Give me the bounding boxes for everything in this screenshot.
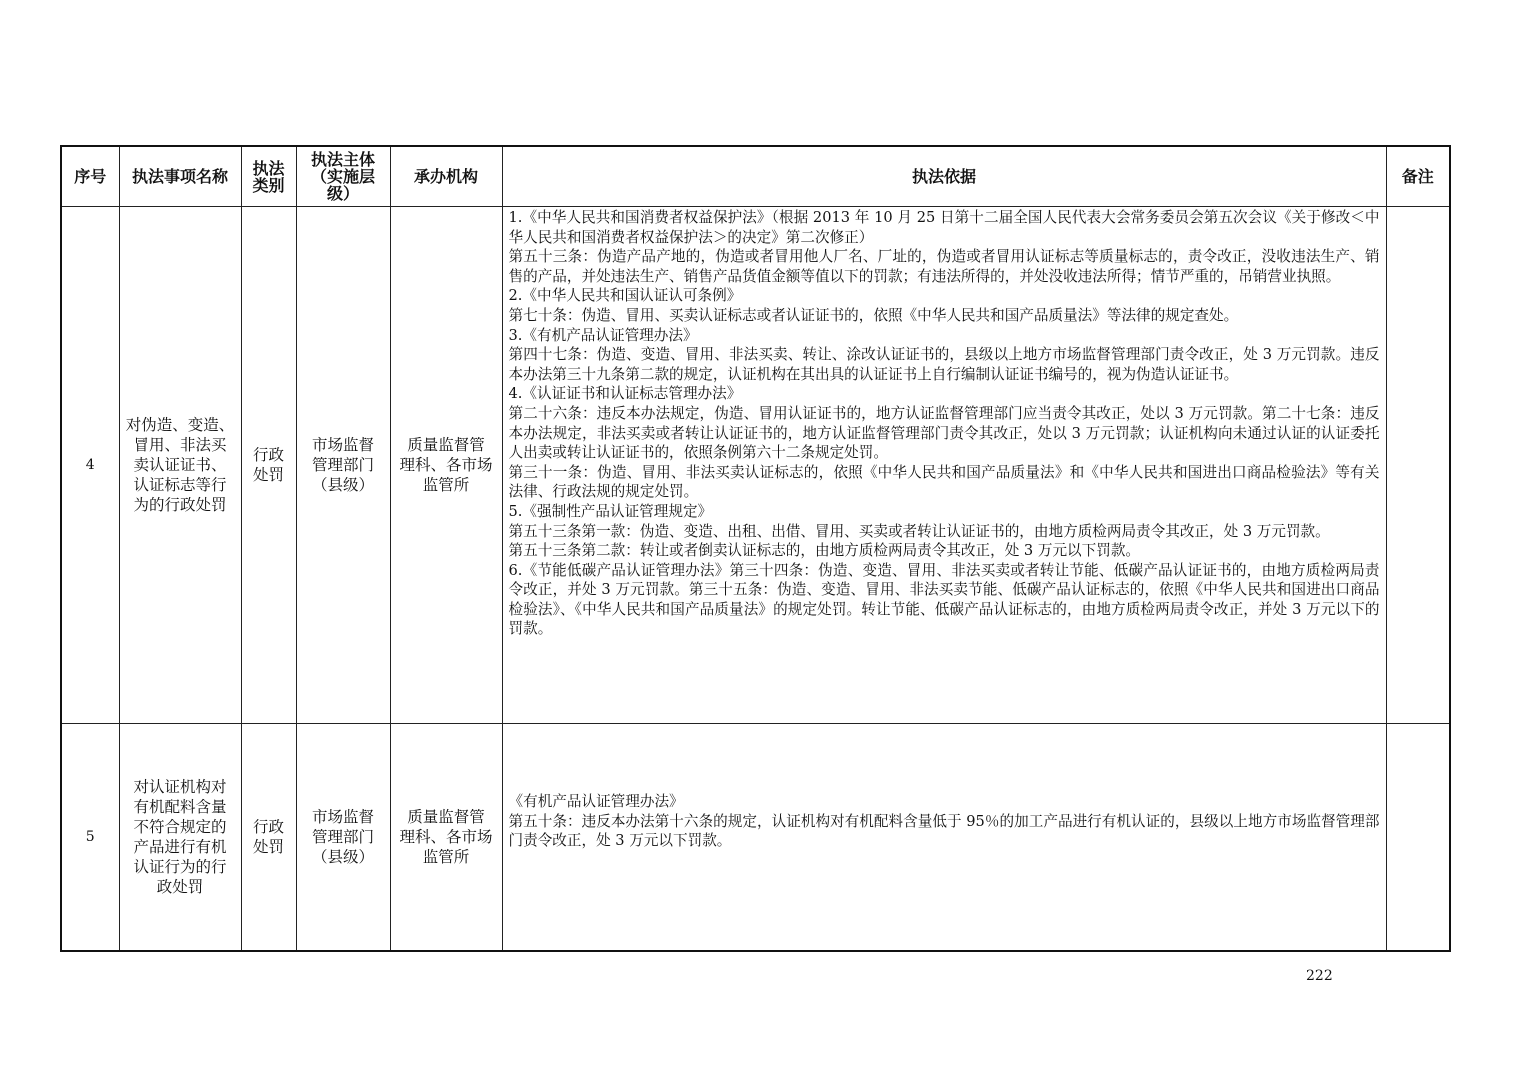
row-name-line: 冒用、非法买 — [133, 436, 227, 454]
row-name-line: 为的行政处罚 — [133, 496, 227, 514]
row-subject-line: 管理部门 — [311, 456, 374, 474]
header-agency: 承办机构 — [390, 146, 502, 207]
header-subject-line: 级） — [326, 184, 359, 203]
row-name-line: 认证行为的行 — [133, 858, 227, 876]
row-name-line: 不符合规定的 — [133, 818, 227, 836]
basis-paragraph: 5.《强制性产品认证管理规定》 — [508, 502, 713, 520]
header-basis: 执法依据 — [502, 146, 1386, 207]
table-row — [61, 207, 1450, 724]
row-seq: 4 — [61, 207, 119, 724]
page-number: 222 — [1306, 968, 1333, 984]
row-category-line: 处罚 — [252, 838, 284, 856]
header-subject — [296, 146, 390, 207]
basis-paragraph: 第五十三条：伪造产品产地的，伪造或者冒用他人厂名、厂址的，伪造或者冒用认证标志等质量标志的，责令改正，没收违法生产、销售的产品，并处违法生产、销售产品货值金额等值以下的罚款；有违法所得的，并处没收违法所得；情节严重的，吊销营业执照。 — [508, 248, 1380, 285]
basis-paragraph: 6.《节能低碳产品认证管理办法》第三十四条：伪造、变造、冒用、非法买卖或者转让节能、低碳产品认证证书的，由地方质检两局责令改正，并处 3 万元罚款。第三十五条：伪造、变造、冒用、非法买卖节能、低碳产品认证标志的，依照《中华人民共和国进出口商品检验法》、《中华人民共和国产品质量法》的规定处罚。转让节能、低碳产品认证标志的，由地方质检两局责令改正，并处 3 万元以下的罚款。 — [508, 561, 1380, 638]
header-subject-line: （实施层 — [310, 167, 375, 186]
row-agency-line: 理科、各市场 — [399, 828, 493, 846]
row-agency-line: 监管所 — [422, 848, 470, 866]
row-subject-line: 市场监督 — [311, 808, 374, 826]
row-subject — [296, 207, 390, 724]
row-subject — [296, 724, 390, 952]
table-row — [61, 724, 1450, 952]
basis-paragraph: 第七十条：伪造、冒用、买卖认证标志或者认证证书的，依照《中华人民共和国产品质量法》等法律的规定查处。 — [508, 306, 1239, 324]
row-name-line: 对伪造、变造、 — [125, 416, 235, 434]
row-subject-line: 管理部门 — [311, 828, 374, 846]
basis-paragraph: 3.《有机产品认证管理办法》 — [508, 326, 698, 344]
row-subject-line: （县级） — [311, 848, 374, 866]
basis-paragraph: 第五十条：违反本办法第十六条的规定，认证机构对有机配料含量低于 95％的加工产品进行有机认证的，县级以上地方市场监督管理部门责令改正，处 3 万元以下罚款。 — [508, 812, 1380, 850]
row-category-line: 行政 — [252, 446, 284, 464]
row-category-line: 处罚 — [252, 466, 284, 484]
row-name-line: 有机配料含量 — [133, 798, 227, 816]
row-subject-line: 市场监督 — [311, 436, 374, 454]
row-name-line: 认证标志等行 — [133, 476, 227, 494]
row-category — [241, 207, 296, 724]
header-row — [61, 146, 1450, 207]
row-category-line: 行政 — [252, 818, 284, 836]
header-name: 执法事项名称 — [119, 146, 241, 207]
header-category-line: 类别 — [252, 175, 285, 195]
row-agency-line: 监管所 — [422, 476, 470, 494]
row-subject-line: （县级） — [311, 476, 374, 494]
row-agency-line: 质量监督管 — [407, 436, 485, 454]
basis-paragraph: 4.《认证证书和认证标志管理办法》 — [508, 385, 742, 403]
row-name — [119, 724, 241, 952]
header-subject-line: 执法主体 — [310, 150, 375, 169]
row-name-line: 对认证机构对 — [133, 778, 227, 796]
row-remarks — [1386, 207, 1450, 724]
row-name-line: 产品进行有机 — [133, 838, 227, 856]
row-category — [241, 724, 296, 952]
row-name — [119, 207, 241, 724]
basis-paragraph: 2.《中华人民共和国认证认可条例》 — [508, 287, 742, 305]
row-basis — [502, 724, 1386, 952]
row-agency — [390, 724, 502, 952]
row-basis — [502, 207, 1386, 724]
row-name-line: 卖认证证书、 — [133, 456, 227, 474]
row-agency — [390, 207, 502, 724]
row-agency-line: 理科、各市场 — [399, 456, 493, 474]
basis-paragraph: 第二十六条：违反本办法规定，伪造、冒用认证证书的，地方认证监督管理部门应当责令其改正，处以 3 万元罚款。第二十七条：违反本办法规定，非法买卖或者转让认证证书的，地方认证监督管理部门责令其改正，处以 3 万元罚款；认证机构向未通过认证的认证委托人出卖或转让认证证书的，依照条例第六十二条规定处罚。 — [508, 404, 1380, 462]
basis-paragraph: 第五十三条第一款：伪造、变造、出租、出借、冒用、买卖或者转让认证证书的，由地方质检两局责令其改正，处 3 万元罚款。 — [508, 522, 1330, 540]
header-category-line: 执法 — [252, 158, 285, 178]
row-agency-line: 质量监督管 — [407, 808, 485, 826]
basis-paragraph: 第四十七条：伪造、变造、冒用、非法买卖、转让、涂改认证证书的，县级以上地方市场监督管理部门责令改正，处 3 万元罚款。违反本办法第三十九条第二款的规定，认证机构在其出具的认证证书上自行编制认证证书编号的，视为伪造认证证书。 — [508, 346, 1380, 383]
row-remarks — [1386, 724, 1450, 952]
header-remarks: 备注 — [1386, 146, 1450, 207]
row-seq: 5 — [61, 724, 119, 952]
basis-paragraph: 1.《中华人民共和国消费者权益保护法》（根据 2013 年 10 月 25 日第十二届全国人民代表大会常务委员会第五次会议《关于修改＜中华人民共和国消费者权益保护法＞的决定》第二次修正） — [508, 209, 1380, 246]
basis-paragraph: 《有机产品认证管理办法》 — [508, 793, 684, 810]
row-name-line: 政处罚 — [156, 878, 204, 896]
basis-paragraph: 第五十三条第二款：转让或者倒卖认证标志的，由地方质检两局责令其改正，处 3 万元以下罚款。 — [508, 542, 1141, 560]
header-category — [241, 146, 296, 207]
basis-paragraph: 第三十一条：伪造、冒用、非法买卖认证标志的，依照《中华人民共和国产品质量法》和《中华人民共和国进出口商品检验法》等有关法律、行政法规的规定处罚。 — [508, 463, 1380, 501]
enforcement-table — [60, 145, 1451, 952]
header-seq: 序号 — [61, 146, 119, 207]
